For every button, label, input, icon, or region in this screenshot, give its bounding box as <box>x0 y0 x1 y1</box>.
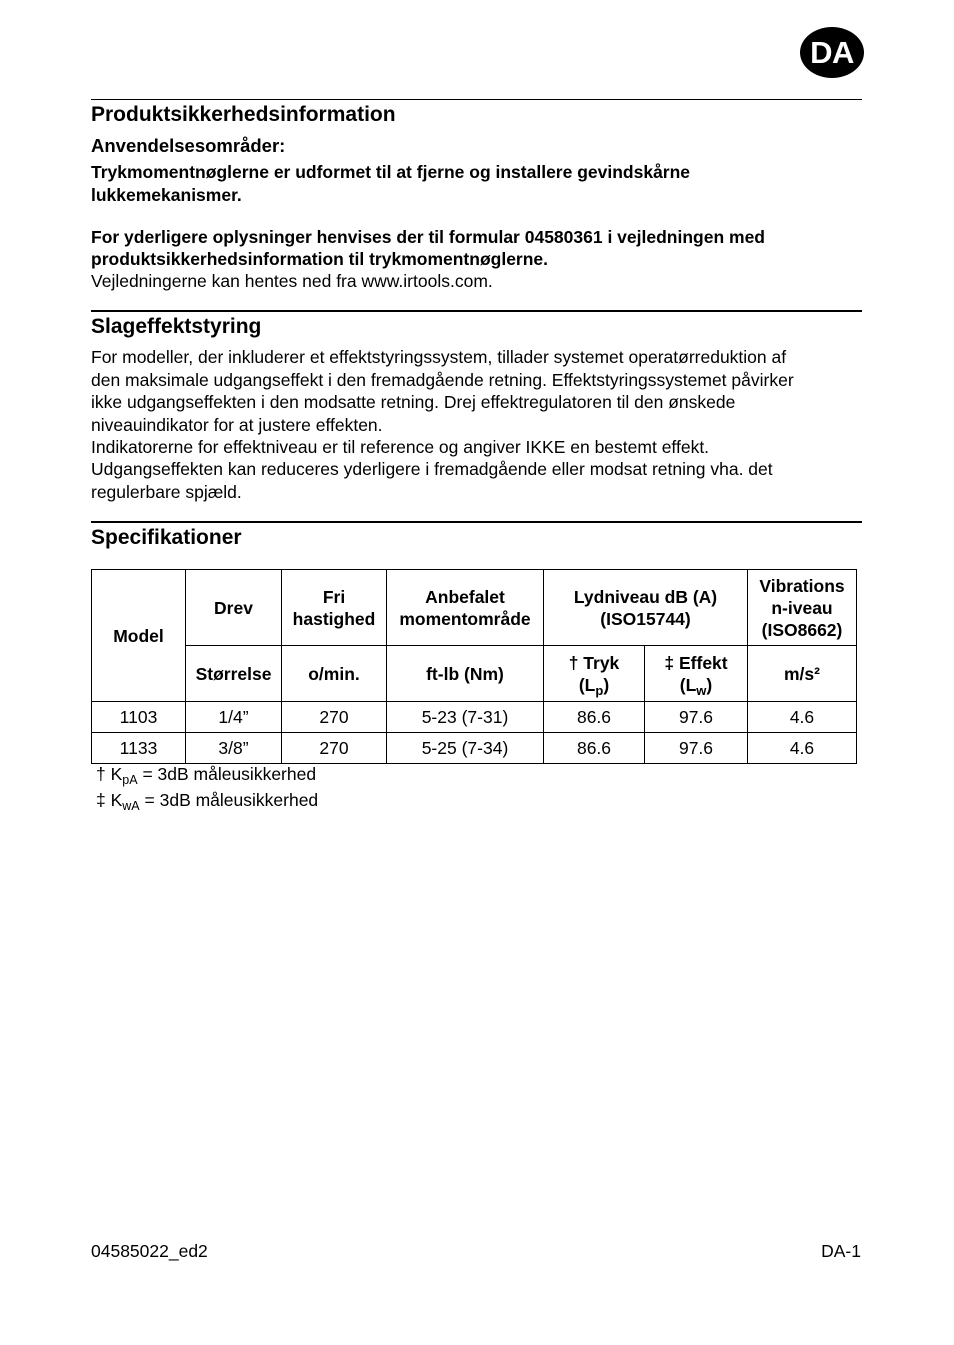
specifications-table <box>91 569 857 764</box>
impact-line-5: Indikatorerne for effektniveau er til reference og angiver IKKE en bestemt effekt. <box>91 437 710 457</box>
cell-vibration: 4.6 <box>748 702 857 733</box>
header-rule <box>91 99 862 100</box>
header-vibration: Vibrations n-iveau (ISO8662) <box>748 570 857 646</box>
table-row <box>92 702 857 733</box>
unit-power: ‡ Effekt $(L_w)$ <box>645 646 748 702</box>
footnote-pressure: † $K_{pA} = 3dB$ måleusikkerhed <box>96 764 317 787</box>
cell-free-speed: 270 <box>282 702 387 733</box>
reference-line-2: produktsikkerhedsinformation til trykmomentnøglerne. <box>91 249 549 269</box>
cell-torque-range: 5-25 (7-34) <box>387 733 544 764</box>
unit-pressure: † Tryk $(L_p)$ <box>544 646 645 702</box>
table-header-row <box>92 570 857 646</box>
cell-model: 1133 <box>92 733 186 764</box>
section-title-impact-control: Slageffektstyring <box>91 315 262 338</box>
cell-drive: 3/8” <box>186 733 282 764</box>
footer-page-number: DA-1 <box>821 1241 861 1261</box>
impact-line-1: For modeller, der inkluderer et effektstyringssystem, tillader systemet operatørreduktion af <box>91 347 787 367</box>
header-free-speed: Fri hastighed <box>282 570 387 646</box>
section-title-safety: Produktsikkerhedsinformation <box>91 103 396 126</box>
unit-torque: ft-lb (Nm) <box>387 646 544 702</box>
header-drive: Drev <box>186 570 282 646</box>
section-title-specifications: Specifikationer <box>91 526 242 549</box>
impact-line-2: den maksimale udgangseffekt i den fremadgående retning. Effektstyringssystemet påvirker <box>91 370 794 390</box>
header-torque-range: Anbefalet momentområde <box>387 570 544 646</box>
table-units-row <box>92 646 857 702</box>
unit-drive-size: Størrelse <box>186 646 282 702</box>
footer-doc-code: 04585022_ed2 <box>91 1241 208 1261</box>
usage-subtitle: Anvendelsesområder: <box>91 135 286 156</box>
impact-line-6: Udgangseffekten kan reduceres yderligere i fremadgående eller modsat retning vha. det <box>91 459 773 479</box>
usage-line-1: Trykmomentnøglerne er udformet til at fjerne og installere gevindskårne <box>91 162 691 182</box>
impact-line-4: niveauindikator for at justere effekten. <box>91 415 383 435</box>
unit-rpm: o/min. <box>282 646 387 702</box>
impact-line-3: ikke udgangseffekten i den modsatte retning. Drej effektregulatoren til den ønskede <box>91 392 736 412</box>
cell-vibration: 4.6 <box>748 733 857 764</box>
cell-model: 1103 <box>92 702 186 733</box>
reference-line-1: For yderligere oplysninger henvises der til formular 04580361 i vejledningen med <box>91 227 765 247</box>
section-rule-3 <box>91 521 862 523</box>
download-line: Vejledningerne kan hentes ned fra www.irtools.com. <box>91 271 493 291</box>
header-sound-level: Lydniveau dB (A) (ISO15744) <box>544 570 748 646</box>
cell-pressure: 86.6 <box>544 702 645 733</box>
header-model: Model <box>92 570 186 702</box>
cell-torque-range: 5-23 (7-31) <box>387 702 544 733</box>
cell-pressure: 86.6 <box>544 733 645 764</box>
impact-line-7: regulerbare spjæld. <box>91 482 242 502</box>
footnote-power: ‡ $K_{wA} = 3dB$ måleusikkerhed <box>96 790 319 813</box>
section-rule-2 <box>91 310 862 312</box>
cell-power: 97.6 <box>645 733 748 764</box>
cell-drive: 1/4” <box>186 702 282 733</box>
language-badge: DA <box>800 27 864 78</box>
usage-line-2: lukkemekanismer. <box>91 185 242 205</box>
cell-power: 97.6 <box>645 702 748 733</box>
table-row <box>92 733 857 764</box>
cell-free-speed: 270 <box>282 733 387 764</box>
unit-vibration: m/s² <box>748 646 857 702</box>
